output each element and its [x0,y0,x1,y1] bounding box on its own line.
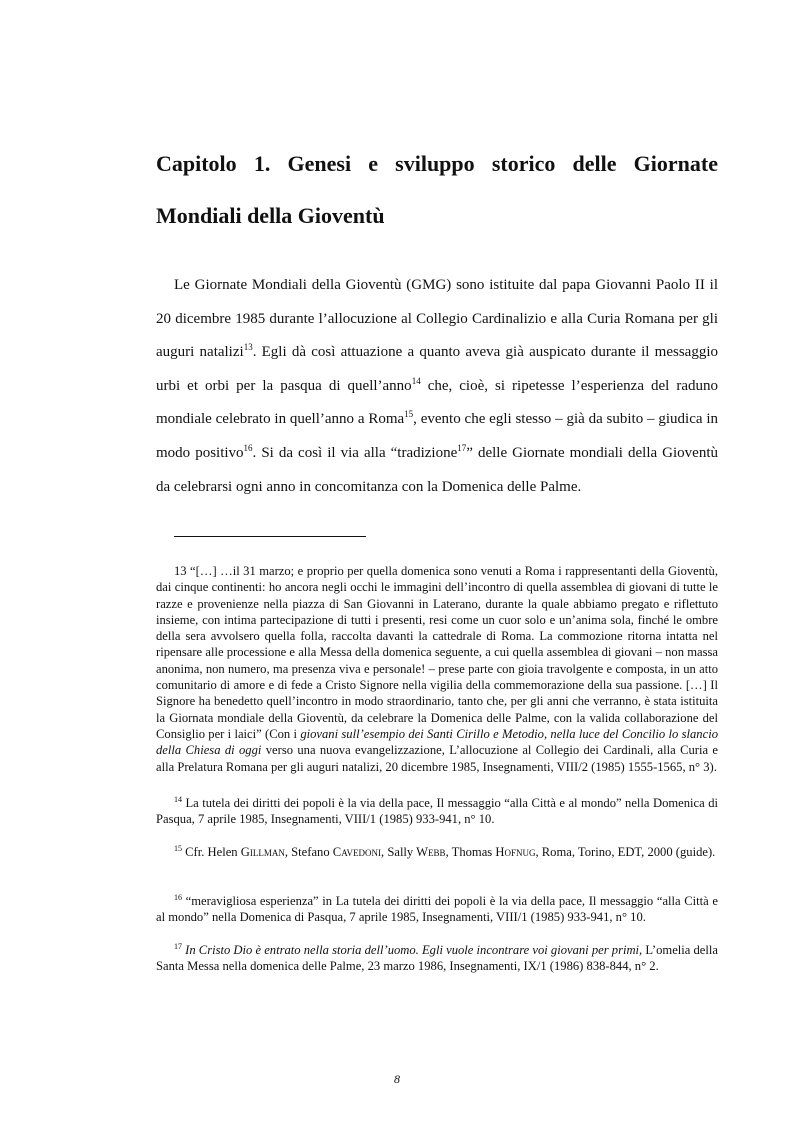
footnote-number: 14 [174,794,182,804]
footnote-ref-15: 15 [404,409,414,420]
footnote-13 [156,563,718,775]
footnote-text: , Stefano [284,845,333,859]
page-number: 8 [394,1072,400,1086]
body-text: . Egli dà così attuazione a quanto aveva già auspicato durante il messaggio urbi et orbi per la pasqua di quell’anno [156,344,718,394]
footnote-text: “[…] …il 31 marzo; e proprio per quella domenica sono venuti a Roma i rappresentanti della Gioventù, dai cinque continenti: ho ancora negli occhi le immagini dell’incontro di quella assemblea di giovani di tutte le razze e provenienze nella piazza di San Giovanni in Laterano, durante la quale abbiamo pregato e riflettuto insieme, con intima partecipazione di tutti i presenti, resi come un cuor solo e un’anima sola, finché le ombre della sera avvolsero quella folla, raccolta davanti la cattedrale di Roma. La commozione ritorna intatta nel ripensare alle processione e alla Messa della domenica seguente, a cui quella assemblea di giovani – non massa anonima, non numero, ma presenza viva e personale! – prese parte con gioia travolgente e composta, in un atto comunitario di amore e di fede a Cristo Signore nella vigilia della commemorazione della sua passione. […] Il Signore ha benedetto quell’incontro in modo straordinario, tanto che, per gli anni che verranno, è stata istituita la Giornata mondiale della Gioventù, da celebrare la Domenica delle Palme, con la valida collaborazione del Consiglio per i laici” (Con i [156,564,718,741]
footnote-text: La tutela dei diritti dei popoli è la via della pace, Il messaggio “alla Città e al mondo” nella Domenica di Pasqua, 7 aprile 1985, Insegnamenti, VIII/1 (1985) 933-941, n° 10. [156,796,718,827]
body-text: . Si da così il via alla “tradizione [252,444,458,461]
footnote-text: , Thomas [445,845,496,859]
footnote-ref-13: 13 [243,342,253,353]
footnote-text: “meravigliosa esperienza” in La tutela dei diritti dei popoli è la via della pace, Il messaggio “alla Città e al mondo” nella Domenica di Pasqua, 7 aprile 1985, Insegnamenti, VIII/1 (1985) 933-941, n° 10. [156,894,718,925]
footnote-14 [156,795,718,828]
footnote-15 [156,844,718,860]
footnote-italic-title: In Cristo Dio è entrato nella storia dell’uomo. Egli vuole incontrare voi giovani per primi, [182,943,643,957]
footnote-number: 17 [174,941,182,951]
chapter-title-line-2: Mondiali della Gioventù [156,203,385,228]
body-text: ” delle Giornate mondiali della Gioventù da celebrarsi ogni anno in concomitanza con la Domenica delle Palme. [156,444,718,495]
body-paragraph [156,269,718,504]
footnote-text: Cfr. Helen [182,845,241,859]
footnote-16 [156,893,718,926]
footnote-ref-16: 16 [243,442,253,453]
footnote-text: , Roma, Torino, EDT, 2000 (guide). [535,845,716,859]
footnote-ref-14: 14 [411,375,421,386]
author-surname-smallcaps: ofnug [504,845,536,859]
body-text: , evento che egli stesso – già da subito – giudica in modo positivo [156,411,718,461]
footnote-text: L’omelia della Santa Messa nella domenica delle Palme, 23 marzo 1986, Insegnamenti, IX/1 (1986) 838-844, n° 2. [156,943,718,974]
footnote-17 [156,942,718,975]
body-text: Le Giornate Mondiali della Gioventù (GMG) sono istituite dal papa Giovanni Paolo II il 20 dicembre 1985 durante l’allocuzione al Collegio Cardinalizio e alla Curia Romana per gli auguri natalizi [156,277,718,361]
author-surname-smallcaps: ebb [428,845,446,859]
footnote-number: 15 [174,843,182,853]
author-surname-smallcaps: avedoni [341,845,382,859]
footnote-ref-17: 17 [457,442,467,453]
chapter-title-line-1: Capitolo 1. Genesi e sviluppo storico delle Giornate [156,151,718,176]
author-surname-smallcaps: illman [249,845,285,859]
footnote-separator [174,536,366,537]
footnote-number: 16 [174,892,182,902]
footnote-text: , Sally [381,845,417,859]
footnote-number: 13 [174,564,187,578]
author-surname-initial: C [332,845,342,859]
body-text: che, cioè, si ripetesse l’esperienza del raduno mondiale celebrato in quell’anno a Roma [156,377,718,428]
author-surname-initial: W [416,845,429,859]
footnote-text: verso una nuova evangelizzazione, L’allocuzione al Collegio dei Cardinali, alla Curia e alla Prelatura Romana per gli auguri natalizi, 20 dicembre 1985, Insegnamenti, VIII/2 (1985) 1555-1565, n° 3). [156,743,718,774]
footnote-italic-title: giovani sull’esempio dei Santi Cirillo e Metodio, nella luce del Concilio lo slancio della Chiesa di oggi [156,726,718,758]
author-surname-initial: G [240,845,250,859]
author-surname-initial: H [495,845,505,859]
